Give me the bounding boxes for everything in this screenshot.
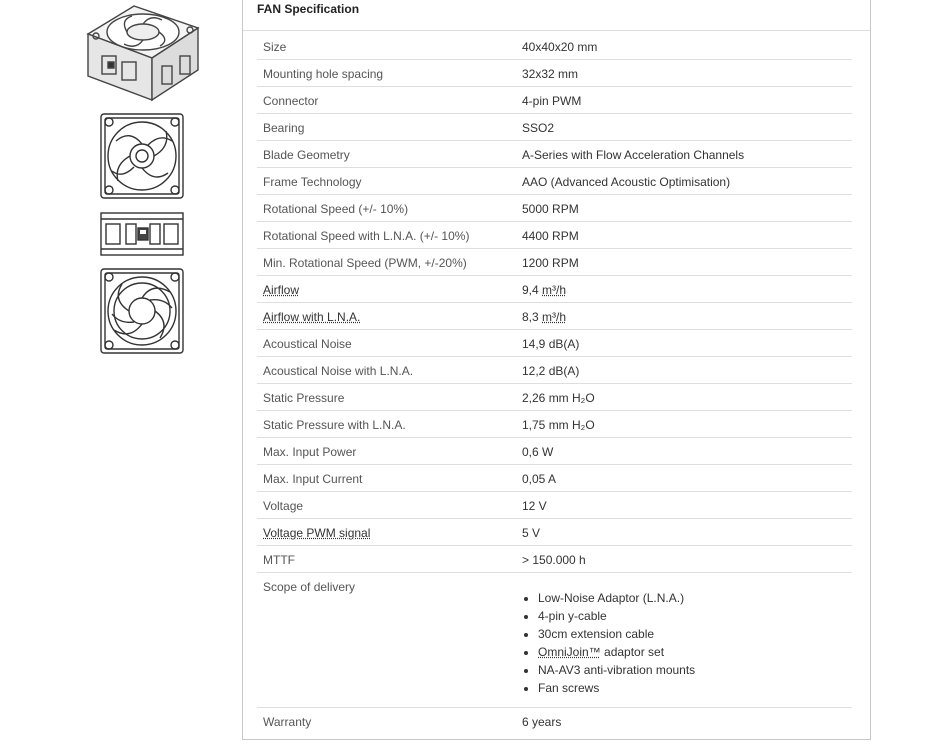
spec-row (257, 357, 852, 384)
spec-label: Warranty (263, 715, 312, 729)
spec-row-warranty (257, 708, 852, 734)
spec-value: 4-pin PWM (522, 94, 582, 108)
spec-row (257, 168, 852, 195)
spec-row-delivery (257, 573, 852, 708)
spec-label: Min. Rotational Speed (PWM, +/-20%) (263, 256, 467, 270)
spec-value: AAO (Advanced Acoustic Optimisation) (522, 175, 731, 189)
spec-label: Rotational Speed with L.N.A. (+/- 10%) (263, 229, 470, 243)
spec-value-unit[interactable]: m³/h (542, 310, 567, 324)
spec-row (257, 33, 852, 60)
fan-isometric-icon[interactable] (80, 0, 206, 104)
spec-value: 4400 RPM (522, 229, 579, 243)
delivery-item-text: 4-pin y-cable (538, 609, 607, 623)
fan-side-icon[interactable] (100, 210, 184, 258)
spec-label: Static Pressure with L.N.A. (263, 418, 406, 432)
spec-value (522, 283, 566, 297)
spec-value: > 150.000 h (522, 553, 586, 567)
delivery-item-text: 30cm extension cable (538, 627, 655, 641)
spec-label[interactable]: Airflow (263, 283, 300, 297)
delivery-item-text: Low-Noise Adaptor (L.N.A.) (538, 591, 685, 605)
spec-value: 1200 RPM (522, 256, 579, 270)
spec-value: 2,26 mm H₂O (522, 391, 595, 405)
spec-label: Frame Technology (263, 175, 362, 189)
fan-front-icon[interactable] (100, 113, 184, 199)
spec-row (257, 519, 852, 546)
spec-label: Acoustical Noise with L.N.A. (263, 364, 414, 378)
spec-label: Connector (263, 94, 319, 108)
fan-specification-panel (242, 0, 871, 740)
spec-value: 5 V (522, 526, 541, 540)
spec-value: 32x32 mm (522, 67, 579, 81)
header-divider (243, 30, 870, 31)
spec-row (257, 411, 852, 438)
spec-row (257, 492, 852, 519)
delivery-item (538, 643, 695, 661)
spec-value: 6 years (522, 715, 562, 729)
spec-label: Scope of delivery (263, 580, 356, 594)
spec-label: Blade Geometry (263, 148, 350, 162)
spec-row (257, 330, 852, 357)
spec-label[interactable]: Voltage PWM signal (263, 526, 371, 540)
spec-row (257, 141, 852, 168)
delivery-item (538, 607, 695, 625)
delivery-item (538, 661, 695, 679)
spec-value-number: 8,3 (522, 310, 539, 324)
delivery-item (538, 589, 695, 607)
delivery-item-text: NA-AV3 anti-vibration mounts (538, 663, 696, 677)
spec-label: Acoustical Noise (263, 337, 352, 351)
spec-value-number: 9,4 (522, 283, 539, 297)
spec-table (257, 33, 852, 734)
spec-label: Static Pressure (263, 391, 345, 405)
delivery-item (538, 679, 695, 697)
spec-label: Mounting hole spacing (263, 67, 384, 81)
spec-row (257, 249, 852, 276)
spec-row (257, 438, 852, 465)
spec-label: Max. Input Power (263, 445, 357, 459)
delivery-list (522, 589, 695, 697)
spec-value: 40x40x20 mm (522, 40, 598, 54)
delivery-item-text: adaptor set (600, 645, 665, 659)
spec-row (257, 276, 852, 303)
spec-row (257, 303, 852, 330)
spec-value: 0,6 W (522, 445, 554, 459)
spec-label: Rotational Speed (+/- 10%) (263, 202, 409, 216)
delivery-item (538, 625, 695, 643)
spec-value: 5000 RPM (522, 202, 579, 216)
delivery-item-text: Fan screws (538, 681, 600, 695)
spec-value: SSO2 (522, 121, 555, 135)
spec-row (257, 60, 852, 87)
spec-row (257, 87, 852, 114)
spec-label: Voltage (263, 499, 304, 513)
spec-label: Bearing (263, 121, 305, 135)
spec-value-unit[interactable]: m³/h (542, 283, 567, 297)
spec-value: 14,9 dB(A) (522, 337, 580, 351)
spec-label: MTTF (263, 553, 295, 567)
spec-row (257, 465, 852, 492)
panel-title: FAN Specification (257, 2, 360, 16)
spec-label: Size (263, 40, 287, 54)
spec-value: A-Series with Flow Acceleration Channels (522, 148, 745, 162)
spec-row (257, 222, 852, 249)
spec-row (257, 384, 852, 411)
fan-back-icon[interactable] (100, 268, 184, 354)
spec-value (522, 310, 566, 324)
spec-value: 12,2 dB(A) (522, 364, 580, 378)
spec-row (257, 195, 852, 222)
spec-row (257, 546, 852, 573)
omnijoin-link[interactable]: OmniJoin™ (538, 645, 601, 659)
spec-label: Max. Input Current (263, 472, 363, 486)
spec-value: 0,05 A (522, 472, 557, 486)
spec-value: 12 V (522, 499, 547, 513)
spec-value: 1,75 mm H₂O (522, 418, 595, 432)
spec-label[interactable]: Airflow with L.N.A. (263, 310, 361, 324)
spec-row (257, 114, 852, 141)
